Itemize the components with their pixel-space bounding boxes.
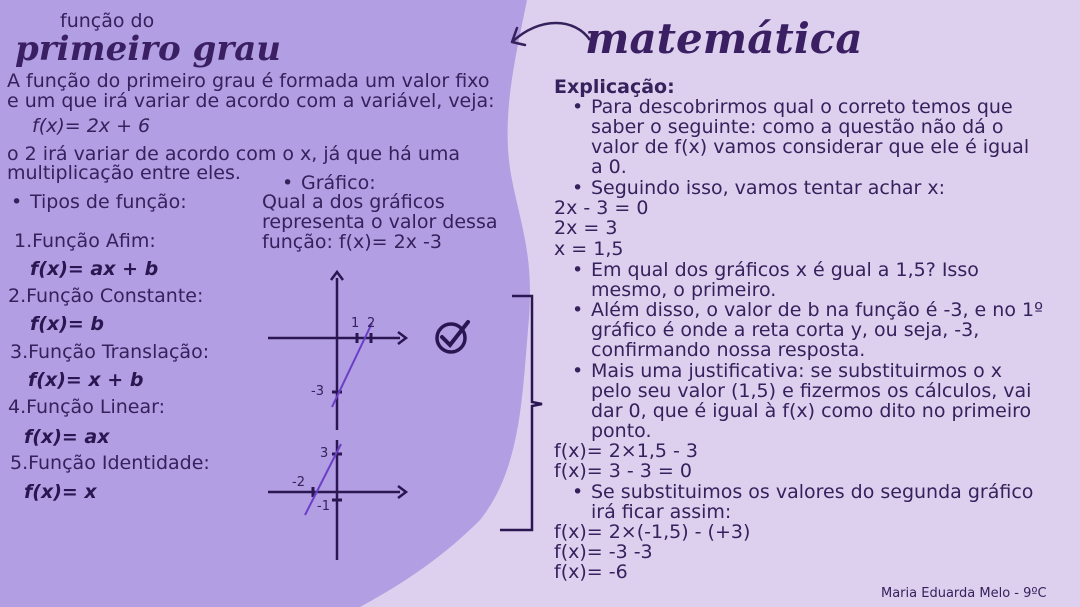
b4-line-1: • Além disso, o valor de b na função é -3, e no 1º — [591, 301, 1043, 320]
author-footer: Maria Eduarda Melo - 9ºC — [881, 586, 1047, 601]
b4-line-3: confirmando nossa resposta. — [591, 339, 866, 361]
graph-1-label-b: 2 — [367, 316, 376, 331]
type-1-name: 1.Função Afim: — [14, 230, 156, 252]
type-5-formula: f(x)= x — [24, 481, 97, 503]
b1-line-1: • Para descobrirmos qual o correto temos que — [591, 98, 1013, 117]
graph-question-3: função: f(x)= 2x -3 — [262, 231, 442, 253]
example-formula: f(x)= 2x + 6 — [32, 115, 151, 137]
title-matematica: matemática — [585, 14, 863, 63]
graph-1-label-c: -3 — [311, 384, 324, 399]
graph-title: • Gráfico: — [301, 174, 376, 193]
b2-line: • Seguindo isso, vamos tentar achar x: — [591, 179, 945, 198]
type-1-formula: f(x)= ax + b — [30, 258, 159, 280]
type-4-formula: f(x)= ax — [24, 426, 110, 448]
b5-line-4: ponto. — [591, 420, 652, 442]
b1-line-3: valor de f(x) vamos considerar que ele é igual — [591, 136, 1030, 158]
b5-line-1: • Mais uma justificativa: se substituirmos o x — [591, 362, 1002, 381]
eq1-line-2: 2x = 3 — [554, 217, 618, 239]
b4-line-2: gráfico é onde a reta corta y, ou seja, -3, — [591, 319, 980, 341]
b6-line-2: irá ficar assim: — [591, 501, 732, 523]
graph-question-2: representa o valor dessa — [262, 211, 498, 233]
eq3-line-1: f(x)= 2×(-1,5) - (+3) — [554, 521, 751, 543]
intro-line-1: A função do primeiro grau é formada um valor fixo — [7, 70, 490, 92]
b5-line-2: pelo seu valor (1,5) e fizermos os cálculos, vai — [591, 380, 1032, 402]
type-2-formula: f(x)= b — [30, 313, 105, 335]
eq2-line-2: f(x)= 3 - 3 = 0 — [554, 460, 692, 482]
types-title: • Tipos de função: — [30, 193, 187, 212]
eq3-line-3: f(x)= -6 — [554, 561, 628, 583]
graph-2-label-b: -2 — [292, 475, 305, 490]
eq2-line-1: f(x)= 2×1,5 - 3 — [554, 440, 698, 462]
b6-line-1: • Se substituimos os valores do segunda gráfico — [591, 483, 1033, 502]
b5-line-3: dar 0, que é igual à f(x) como dito no primeiro — [591, 400, 1032, 422]
type-5-name: 5.Função Identidade: — [10, 452, 210, 474]
explain-line-2: multiplicação entre eles. — [7, 162, 241, 184]
title-script: primeiro grau — [15, 29, 281, 69]
eq1-line-1: 2x - 3 = 0 — [554, 197, 649, 219]
b3-line-2: mesmo, o primeiro. — [591, 279, 777, 301]
type-4-name: 4.Função Linear: — [8, 396, 165, 418]
intro-line-2: e um que irá variar de acordo com a variável, veja: — [7, 90, 495, 112]
type-2-name: 2.Função Constante: — [8, 285, 204, 307]
graph-1-label-a: 1 — [351, 316, 360, 331]
graph-question-1: Qual a dos gráficos — [262, 191, 445, 213]
explanation-heading: Explicação: — [554, 76, 675, 98]
explain-line-1: o 2 irá variar de acordo com o x, já que há uma — [7, 143, 461, 165]
b1-line-4: a 0. — [591, 156, 627, 178]
b3-line-1: • Em qual dos gráficos x é gual a 1,5? Isso — [591, 261, 979, 280]
type-3-name: 3.Função Translação: — [10, 341, 210, 363]
eq3-line-2: f(x)= -3 -3 — [554, 541, 653, 563]
eq1-line-3: x = 1,5 — [554, 238, 624, 260]
title-small: função do — [60, 10, 155, 32]
graph-2-label-a: 3 — [320, 446, 329, 461]
graph-2-label-c: -1 — [317, 499, 330, 514]
b1-line-2: saber o seguinte: como a questão não dá o — [591, 116, 1004, 138]
type-3-formula: f(x)= x + b — [28, 369, 144, 391]
